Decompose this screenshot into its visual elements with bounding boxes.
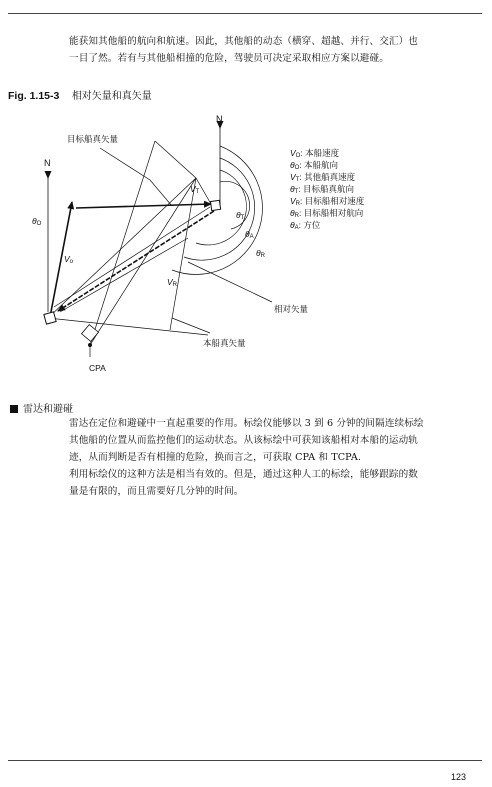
target-true-vector-pointer [100, 148, 172, 206]
construction-line [60, 238, 188, 312]
intro-line: 能获知其他船的航向和航速。因此，其他船的动态（横穿、超越、并行、交汇）也 [69, 36, 418, 47]
theta-a-label: θA [245, 229, 254, 240]
cpa-label: CPA [89, 363, 106, 373]
vr-label: VR [167, 277, 178, 288]
intro-paragraph [69, 33, 469, 67]
construction-line [170, 178, 196, 330]
arc-theta-a [196, 170, 246, 245]
north-label-top: N [216, 114, 223, 124]
vt-label: VT [190, 184, 200, 195]
construction-line [90, 141, 155, 345]
north-label-left: N [44, 158, 51, 168]
legend-item: VO: 本船速度 [290, 148, 340, 159]
arc-theta-t [220, 181, 250, 229]
header-rule [8, 13, 482, 14]
theta-r-label: θR [256, 248, 265, 259]
target-ship [210, 200, 220, 210]
section-heading [10, 400, 73, 415]
legend-item: VT: 其他船真速度 [290, 172, 356, 183]
vector-vr-shadow [54, 207, 210, 307]
footer-rule [8, 760, 482, 761]
own-ship [44, 312, 56, 324]
figure-number: Fig. 1.15-3 [8, 90, 60, 102]
figure-title: 相对矢量和真矢量 [71, 91, 152, 102]
intro-line: 一目了然。若有与其他船相撞的危险，驾驶员可决定采取相应方案以避碰。 [69, 53, 389, 64]
section-heading-text: 雷达和避碰 [23, 404, 73, 415]
body-line: 迹，从而判断是否有相撞的危险，换而言之，可获取 CPA 和 TCPA. [69, 452, 362, 463]
own-true-vector-pointer [172, 318, 210, 333]
legend-item: θA: 方位 [290, 220, 321, 231]
section-body [69, 415, 479, 500]
legend-item: VR: 目标船相对速度 [290, 196, 365, 207]
legend-item: θT: 目标船真航向 [290, 184, 355, 195]
construction-line [90, 178, 196, 345]
vector-diagram [0, 100, 492, 382]
target-track-line [155, 141, 211, 204]
legend [290, 148, 365, 231]
body-line: 雷达在定位和避碰中一直起重要的作用。标绘仪能够以 3 到 6 分钟的间隔连续标绘 [69, 418, 424, 429]
relative-vector-label: 相对矢量 [274, 304, 309, 314]
construction-line [48, 318, 208, 335]
theta-t-label: θT [236, 210, 245, 221]
relative-vector-pointer [188, 262, 272, 302]
body-line: 量是有限的，而且需要好几分钟的时间。 [69, 486, 244, 497]
own-true-vector-label: 本船真矢量 [203, 338, 246, 348]
page-number: 123 [450, 772, 466, 782]
vo-label: Vo [64, 254, 74, 265]
square-bullet-icon [10, 405, 18, 413]
legend-item: θO: 本船航向 [290, 160, 339, 171]
body-line: 其他船的位置从而监控他们的运动状态。从该标绘中可获知该船相对本船的运动轨 [69, 435, 418, 446]
vector-vr [58, 211, 214, 311]
theta-o-label: θO [32, 216, 42, 227]
body-line: 利用标绘仪的这种方法是相当有效的。但是，通过这种人工的标绘，能够跟踪的数 [69, 469, 418, 480]
target-true-vector-label: 目标船真矢量 [67, 134, 119, 144]
legend-item: θR: 目标船相对航向 [290, 208, 364, 219]
